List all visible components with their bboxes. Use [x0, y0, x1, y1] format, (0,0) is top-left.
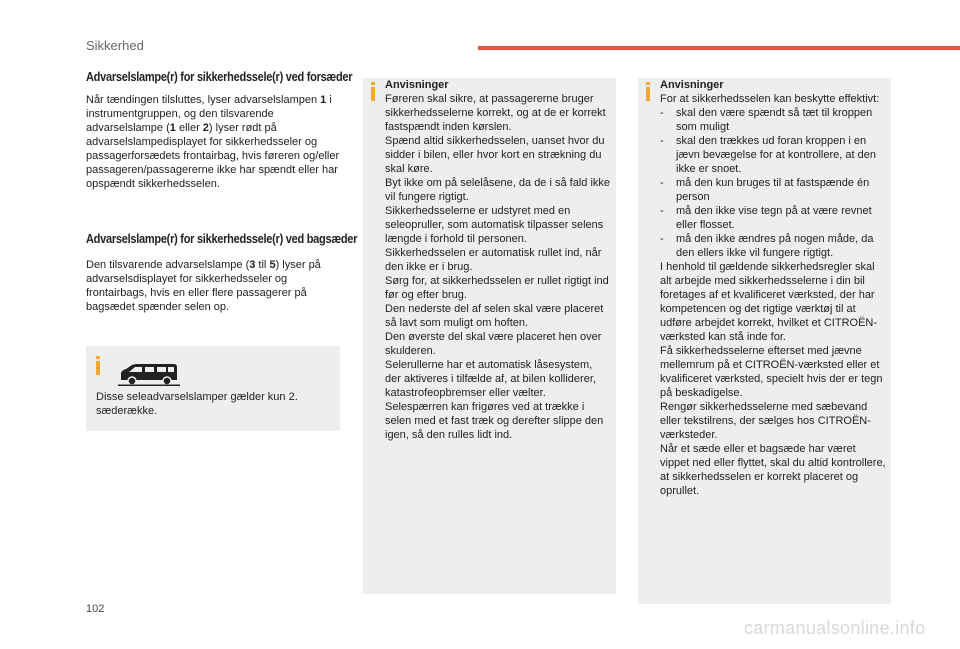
info-box-title: Anvisninger — [660, 79, 724, 91]
section-body-rear-seats: Den tilsvarende advarselslampe (3 til 5) lyser på advarselsdisplayet for sikkerhedsseler og frontairbags, hvis en eller flere passagerer på bagsædet spænder selen op. — [86, 259, 321, 313]
info-line: Selerullerne har et automatisk låsesystem, der aktiveres i tilfælde af, at bilen kolliderer, katastrofeopbremser eller vælter. Selespærren kan frigøres ved at trække i selen med et fast træk og derefter slippe den igen, så den rulles lidt ind. — [385, 359, 604, 441]
info-icon — [371, 82, 375, 101]
info-box-instructions-1 — [363, 78, 616, 594]
bullet-item: - skal den trækkes ud foran kroppen i en jævn bevægelse for at kontrollere, at den ikke er snoet. — [660, 134, 886, 176]
section-header-bar — [478, 46, 960, 50]
info-box-lines — [385, 92, 611, 442]
info-icon — [96, 356, 100, 375]
page-number: 102 — [86, 603, 105, 615]
info-line: Den nederste del af selen skal være placeret så lavt som muligt om hoften. — [385, 303, 604, 329]
info-line: Rengør sikkerhedsselerne med sæbevand eller tekstilrens, der sælges hos CITROËN-værksteder. — [660, 401, 871, 441]
info-line: Den øverste del skal være placeret hen over skulderen. — [385, 331, 602, 357]
section-title-front-seats: Advarselslampe(r) for sikkerhedssele(r) ved forsæder — [86, 70, 353, 84]
bullet-item: - må den ikke vise tegn på at være revnet eller flosset. — [660, 204, 886, 232]
info-line: Sikkerhedsselen er automatisk rullet ind, når den ikke er i brug. — [385, 247, 602, 273]
info-box-intro: For at sikkerhedsselen kan beskytte effektivt: — [660, 93, 880, 105]
info-line: Når et sæde eller et bagsæde har været vippet ned eller flyttet, skal du altid kontrollere, at sikkerhedsselen er korrekt placeret og oprullet. — [660, 443, 886, 497]
info-icon — [646, 82, 650, 101]
info-box-second-row — [86, 346, 340, 431]
bullet-item: - må den ikke ændres på nogen måde, da den ellers ikke vil fungere rigtigt. — [660, 232, 886, 260]
info-line: Føreren skal sikre, at passagererne bruger sikkerhedsselerne korrekt, og at de er korrekt fastspændt inden kørslen. — [385, 93, 606, 133]
info-box-instructions-2 — [638, 78, 891, 604]
info-box-title: Anvisninger — [385, 79, 449, 91]
bullet-item: - må den kun bruges til at fastspænde én person — [660, 176, 886, 204]
info-line: Byt ikke om på selelåsene, da de i så fald ikke vil fungere rigtigt. — [385, 177, 611, 203]
info-line: Sørg for, at sikkerhedsselen er rullet rigtigt ind før og efter brug. — [385, 275, 609, 301]
watermark: carmanualsonline.info — [744, 618, 926, 638]
info-line: Spænd altid sikkerhedsselen, uanset hvor du sidder i bilen, eller hvor kort en strækning du skal køre. — [385, 135, 605, 175]
info-box-lines — [660, 260, 886, 498]
section-body-front-seats: Når tændingen tilsluttes, lyser advarselslampen 1 i instrumentgruppen, og den tilsvarende advarselslampe (1 eller 2) lyser rødt på advarselslampedisplayet for sikkerhedsseler og passagerforsædets frontairbag, hvis føreren og/eller passageren/passagererne ikke har spændt eller har opspændt sikkerhedsselen. — [86, 94, 340, 190]
info-box-second-row-text: Disse seleadvarselslamper gælder kun 2. sæderække. — [96, 391, 298, 417]
info-box-bullet-list — [660, 106, 886, 260]
info-box-instructions-2-content — [660, 78, 886, 498]
section-header-label: Sikkerhed — [86, 38, 144, 53]
info-box-instructions-1-content — [385, 78, 611, 442]
bullet-item: - skal den være spændt så tæt til kroppen som muligt — [660, 106, 886, 134]
info-line: Få sikkerhedsselerne efterset med jævne mellemrum på et CITROËN-værksted eller et kvalificeret værksted, specielt hvis der er tegn på beskadigelse. — [660, 345, 883, 399]
car-van-icon — [118, 362, 180, 386]
info-line: Sikkerhedsselerne er udstyret med en seleopruller, som automatisk tilpasser selens længde i forhold til personen. — [385, 205, 604, 245]
section-title-rear-seats: Advarselslampe(r) for sikkerhedssele(r) ved bagsæder — [86, 232, 358, 246]
info-line: I henhold til gældende sikkerhedsregler skal alt arbejde med sikkerhedsselerne i din bil foretages af et kvalificeret værksted, der har kompetencen og det rigtige værktøj til at udføre arbejdet korrekt, hvilket et CITROËN-værksted kan stå inde for. — [660, 261, 878, 343]
